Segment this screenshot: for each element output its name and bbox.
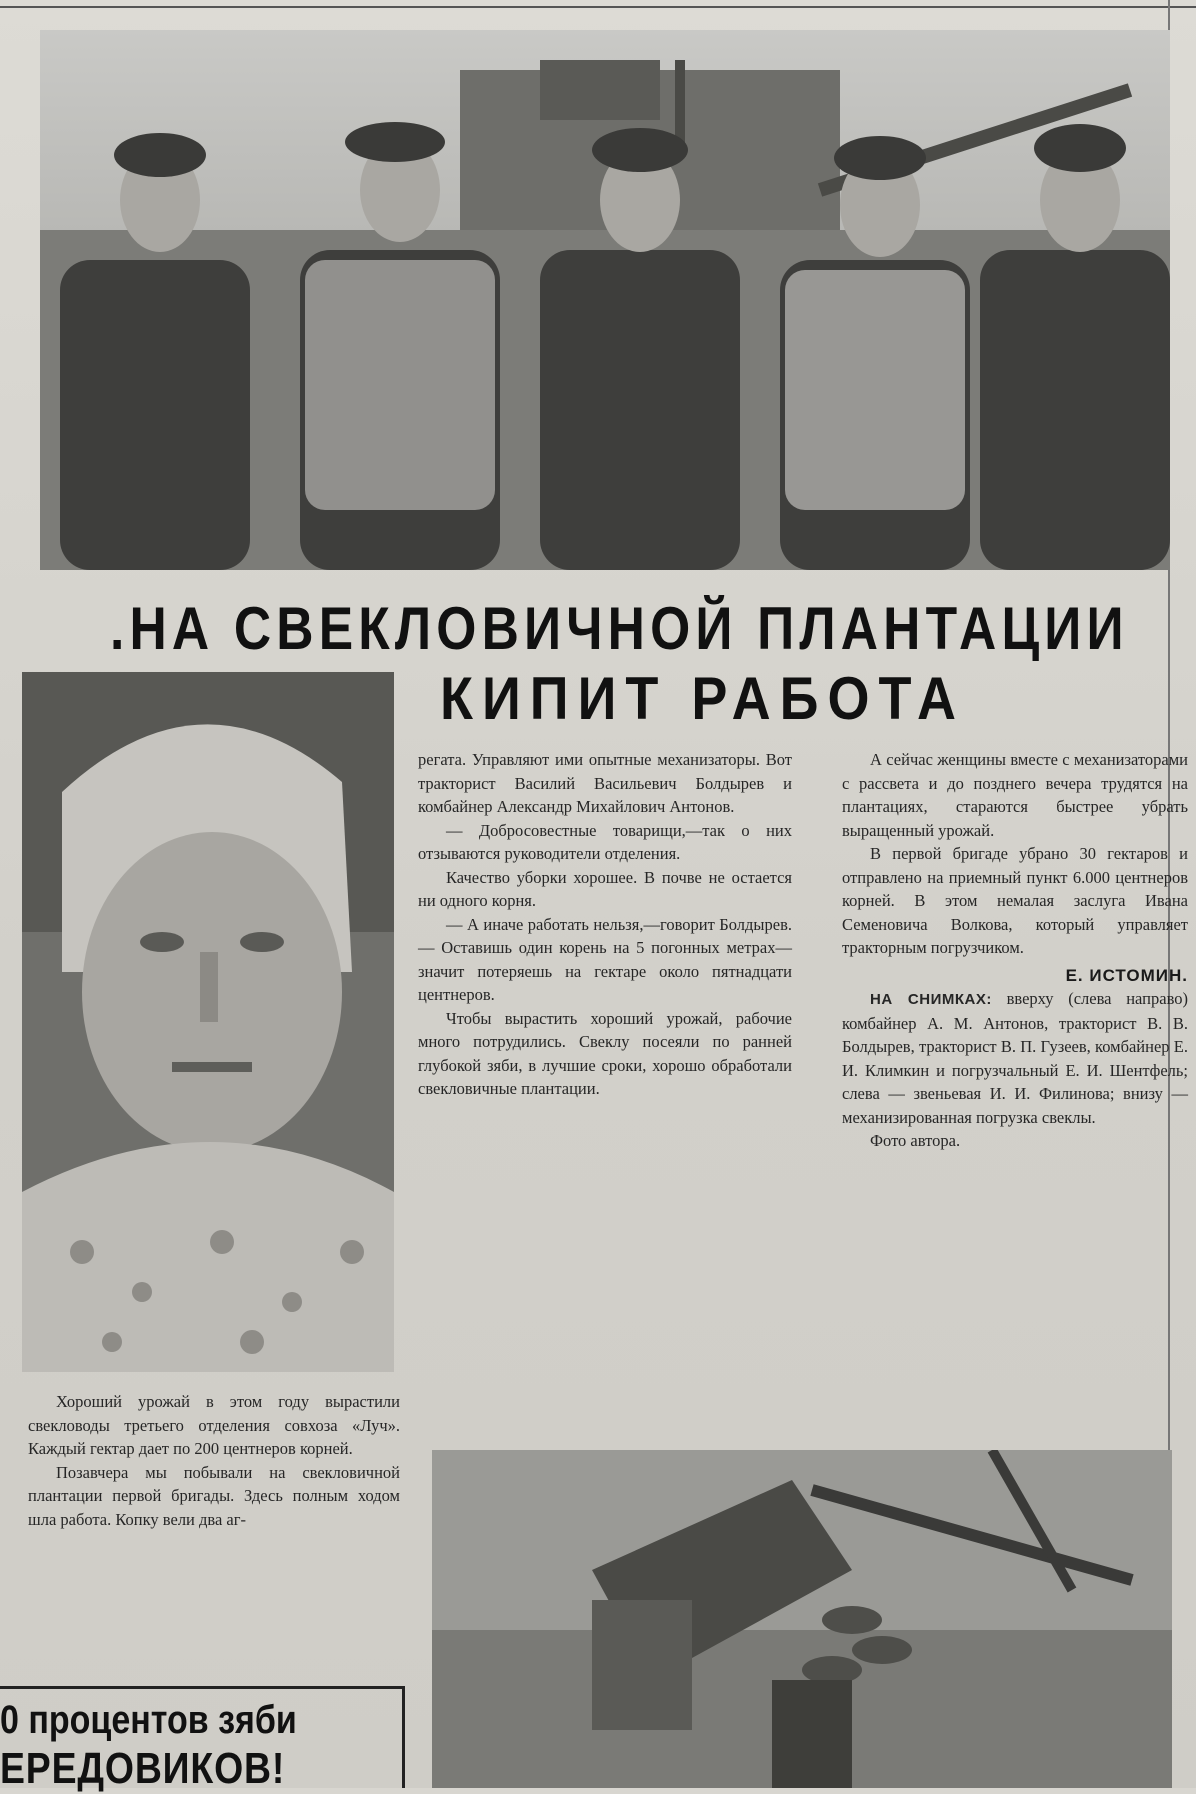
article-column-middle <box>418 748 792 1101</box>
machinery-photo-image <box>432 1450 1172 1788</box>
paragraph: Хороший урожай в этом году вырастили свекловоды третьего отделения совхоза «Луч». Каждый гектар дает по 200 центнеров корней. <box>28 1392 400 1458</box>
teaser-headline-line-2: ЕРЕДОВИКОВ! <box>0 1744 286 1793</box>
group-photo-image <box>40 30 1170 570</box>
headline-line-1: .НА СВЕКЛОВИЧНОЙ ПЛАНТАЦИИ <box>110 595 1129 662</box>
article-column-right <box>842 748 1188 1153</box>
paragraph: Чтобы вырастить хороший урожай, рабочие много потрудились. Свеклу посеяли по ранней глубокой зяби, в лучшие сроки, хорошо обработали свекловичные плантации. <box>418 1008 792 1098</box>
photo-credit: Фото автора. <box>870 1131 961 1150</box>
top-rule <box>0 6 1196 8</box>
caption-heading: НА СНИМКАХ: <box>870 991 992 1008</box>
paragraph: Качество уборки хорошее. В почве не остается ни одного корня. <box>418 867 792 910</box>
paragraph: регата. Управляют ими опытные механизаторы. Вот тракторист Василий Васильевич Болдырев и комбайнер Александр Михайлович Антонов. <box>418 750 792 816</box>
photo-bottom-machinery <box>432 1450 1172 1788</box>
portrait-photo-image <box>22 672 394 1372</box>
article-column-left <box>28 1390 400 1531</box>
caption-body: вверху (слева направо) комбайнер А. М. Антонов, тракторист В. В. Болдырев, тракторист В. П. Гузеев, комбайнер Е. И. Климкин и погрузчальный Е. И. Шентфель; слева — звеньевая И. И. Филинова; внизу — механизированная погрузка свеклы. <box>842 989 1188 1127</box>
photo-portrait-woman <box>22 672 394 1372</box>
teaser-top-rule <box>0 1686 404 1689</box>
photo-caption <box>842 987 1188 1129</box>
paragraph: В первой бригаде убрано 30 гектаров и отправлено на приемный пункт 6.000 центнеров корней. В этом немалая заслуга Ивана Семеновича Волкова, который управляет тракторным погрузчиком. <box>842 844 1188 957</box>
teaser-headline-line-1: 0 процентов зяби <box>0 1698 297 1742</box>
teaser-side-rule <box>402 1686 405 1788</box>
paragraph: Позавчера мы побывали на свекловичной плантации первой бригады. Здесь полным ходом шла работа. Копку вели два аг- <box>28 1462 400 1529</box>
photo-top-group <box>40 30 1170 570</box>
paragraph: А сейчас женщины вместе с механизаторами с рассвета и до позднего вечера трудятся на плантациях, стараются быстрее убрать выращенный урожай. <box>842 750 1188 840</box>
author-signature: Е. ИСТОМИН. <box>1065 965 1188 985</box>
headline-line-2: КИПИТ РАБОТА <box>440 665 966 732</box>
paragraph: — Добросовестные товарищи,—так о них отзываются руководители отделения. <box>418 820 792 863</box>
paragraph: — А иначе работать нельзя,—говорит Болдырев. — Оставишь один корень на 5 погонных метрах—значит потеряешь на гектаре около пятнадцати центнеров. <box>418 914 792 1004</box>
